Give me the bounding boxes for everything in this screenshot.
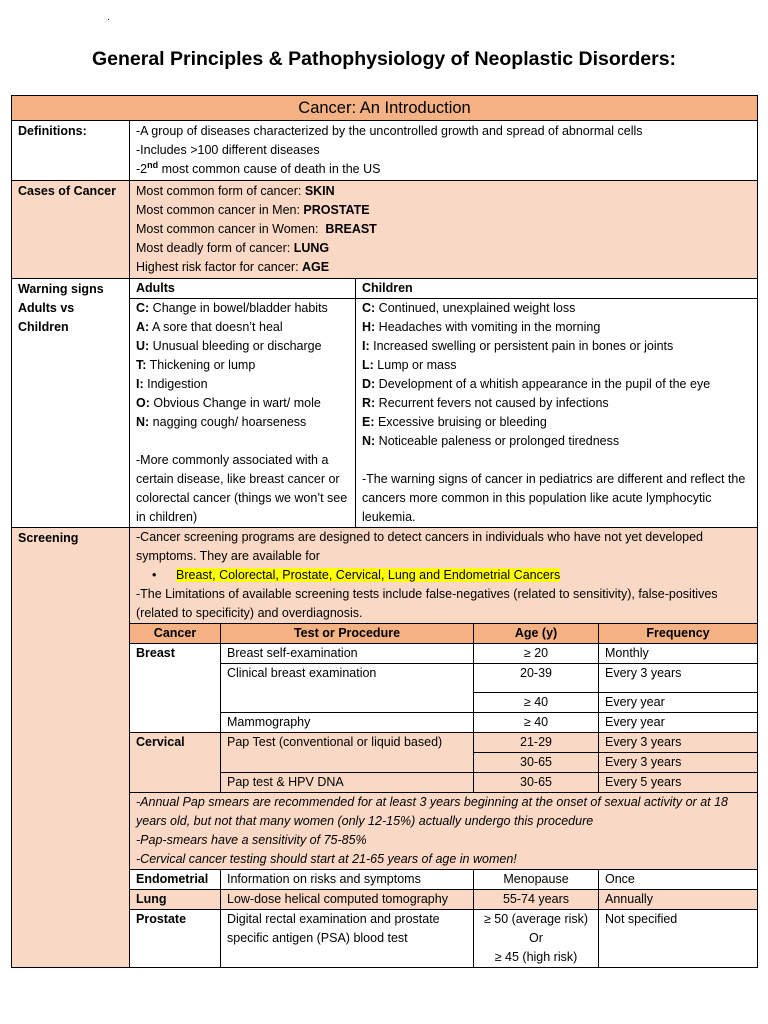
cases-label: Cases of Cancer [12, 181, 130, 279]
breast-self-age: ≥ 20 [474, 644, 599, 664]
child-sign: N: Noticeable paleness or prolonged tiredness [362, 434, 620, 448]
note-line: -Cervical cancer testing should start at 21-65 years of age in women! [136, 852, 517, 866]
cervical-freq3: Every 5 years [599, 773, 758, 793]
adult-sign: A: A sore that doesn’t heal [136, 320, 283, 334]
col-header-age: Age (y) [474, 624, 599, 644]
cervical-freq2: Every 3 years [599, 753, 758, 773]
definition-line: -2nd most common cause of death in the US [136, 159, 381, 176]
screening-bullet: • Breast, Colorectal, Prostate, Cervical, Lung and Endometrial Cancers [152, 568, 561, 582]
breast-clin-freq2: Every year [599, 693, 758, 713]
breast-clin-age2: ≥ 40 [474, 693, 599, 713]
col-header-test: Test or Procedure [221, 624, 474, 644]
cervical-age1: 21-29 [474, 733, 599, 753]
screening-intro: -Cancer screening programs are designed to detect cancers in individuals who have not yet developed symptoms. They are available for [136, 530, 703, 563]
cervical-pap: Pap Test (conventional or liquid based) [221, 733, 474, 773]
child-sign: R: Recurrent fevers not caused by infections [362, 396, 609, 410]
adult-sign: O: Obvious Change in wart/ mole [136, 396, 321, 410]
adult-sign: T: Thickening or lump [136, 358, 256, 372]
lung-freq: Annually [599, 890, 758, 910]
cervical-hpv: Pap test & HPV DNA [221, 773, 474, 793]
cervical-label: Cervical [130, 733, 221, 793]
definition-line: -Includes >100 different diseases [136, 143, 320, 157]
child-sign: I: Increased swelling or persistent pain in bones or joints [362, 339, 674, 353]
case-row: Highest risk factor for cancer: AGE [136, 260, 330, 274]
cervical-age3: 30-65 [474, 773, 599, 793]
breast-self-exam: Breast self-examination [221, 644, 474, 664]
endometrial-age: Menopause [474, 870, 599, 890]
note-line: -Annual Pap smears are recommended for at least 3 years beginning at the onset of sexual activity or at 18 years old, but not that many women (only 12-15%) actually undergo this procedure [136, 795, 728, 828]
screening-label: Screening [12, 528, 130, 968]
adults-note: -More commonly associated with a certain disease, like breast cancer or colorectal cancer (things we won’t see in children) [136, 453, 348, 524]
children-note: -The warning signs of cancer in pediatrics are different and reflect the cancers more common in this population like acute lymphocytic leukemia. [362, 472, 746, 524]
breast-mammo-freq: Every year [599, 713, 758, 733]
screening-table [130, 623, 757, 967]
warning-label: Warning signs Adults vs Children [12, 279, 130, 528]
lung-test: Low-dose helical computed tomography [221, 890, 474, 910]
breast-clin-freq1: Every 3 years [599, 664, 758, 693]
definitions-content [130, 121, 758, 181]
endometrial-test: Information on risks and symptoms [221, 870, 474, 890]
prostate-test: Digital rectal examination and prostate specific antigen (PSA) blood test [221, 910, 474, 968]
definition-line: -A group of diseases characterized by the uncontrolled growth and spread of abnormal cells [136, 124, 643, 138]
cancer-intro-table [11, 95, 758, 968]
cases-content [130, 181, 758, 279]
warning-content [130, 279, 758, 528]
child-sign: C: Continued, unexplained weight loss [362, 301, 576, 315]
cervical-age2: 30-65 [474, 753, 599, 773]
lung-age: 55-74 years [474, 890, 599, 910]
warning-signs-table [130, 279, 757, 527]
endometrial-label: Endometrial [130, 870, 221, 890]
case-row: Most common form of cancer: SKIN [136, 184, 335, 198]
section-title: Cancer: An Introduction [12, 96, 758, 121]
lung-label: Lung [130, 890, 221, 910]
adults-column [130, 299, 356, 528]
prostate-age: ≥ 50 (average risk) Or ≥ 45 (high risk) [474, 910, 599, 968]
adult-sign: N: nagging cough/ hoarseness [136, 415, 307, 429]
breast-mammo-age: ≥ 40 [474, 713, 599, 733]
case-row: Most common cancer in Men: PROSTATE [136, 203, 370, 217]
adult-sign: I: Indigestion [136, 377, 208, 391]
child-sign: L: Lump or mass [362, 358, 457, 372]
note-line: -Pap-smears have a sensitivity of 75-85% [136, 833, 367, 847]
prostate-freq: Not specified [599, 910, 758, 968]
col-header-cancer: Cancer [130, 624, 221, 644]
col-header-frequency: Frequency [599, 624, 758, 644]
breast-mammography: Mammography [221, 713, 474, 733]
child-sign: D: Development of a whitish appearance in the pupil of the eye [362, 377, 711, 391]
breast-clin-age1: 20-39 [474, 664, 599, 693]
adult-sign: C: Change in bowel/bladder habits [136, 301, 328, 315]
adult-sign: U: Unusual bleeding or discharge [136, 339, 322, 353]
screening-limitations: -The Limitations of available screening tests include false-negatives (related to sensitivity), false-positives (related to specificity) and overdiagnosis. [136, 587, 718, 620]
breast-clinical: Clinical breast examination [221, 664, 474, 713]
definitions-label: Definitions: [12, 121, 130, 181]
cervical-freq1: Every 3 years [599, 733, 758, 753]
page-mark: . [107, 12, 110, 23]
children-header: Children [356, 279, 758, 299]
page-title: General Principles & Pathophysiology of Neoplastic Disorders: [91, 48, 677, 70]
case-row: Most common cancer in Women: BREAST [136, 222, 377, 236]
cervical-notes [130, 793, 757, 870]
breast-label: Breast [130, 644, 221, 733]
child-sign: E: Excessive bruising or bleeding [362, 415, 547, 429]
children-column [356, 299, 758, 528]
prostate-label: Prostate [130, 910, 221, 968]
adults-header: Adults [130, 279, 356, 299]
endometrial-freq: Once [599, 870, 758, 890]
breast-self-freq: Monthly [599, 644, 758, 664]
child-sign: H: Headaches with vomiting in the morning [362, 320, 601, 334]
screening-content [130, 528, 758, 968]
case-row: Most deadly form of cancer: LUNG [136, 241, 330, 255]
